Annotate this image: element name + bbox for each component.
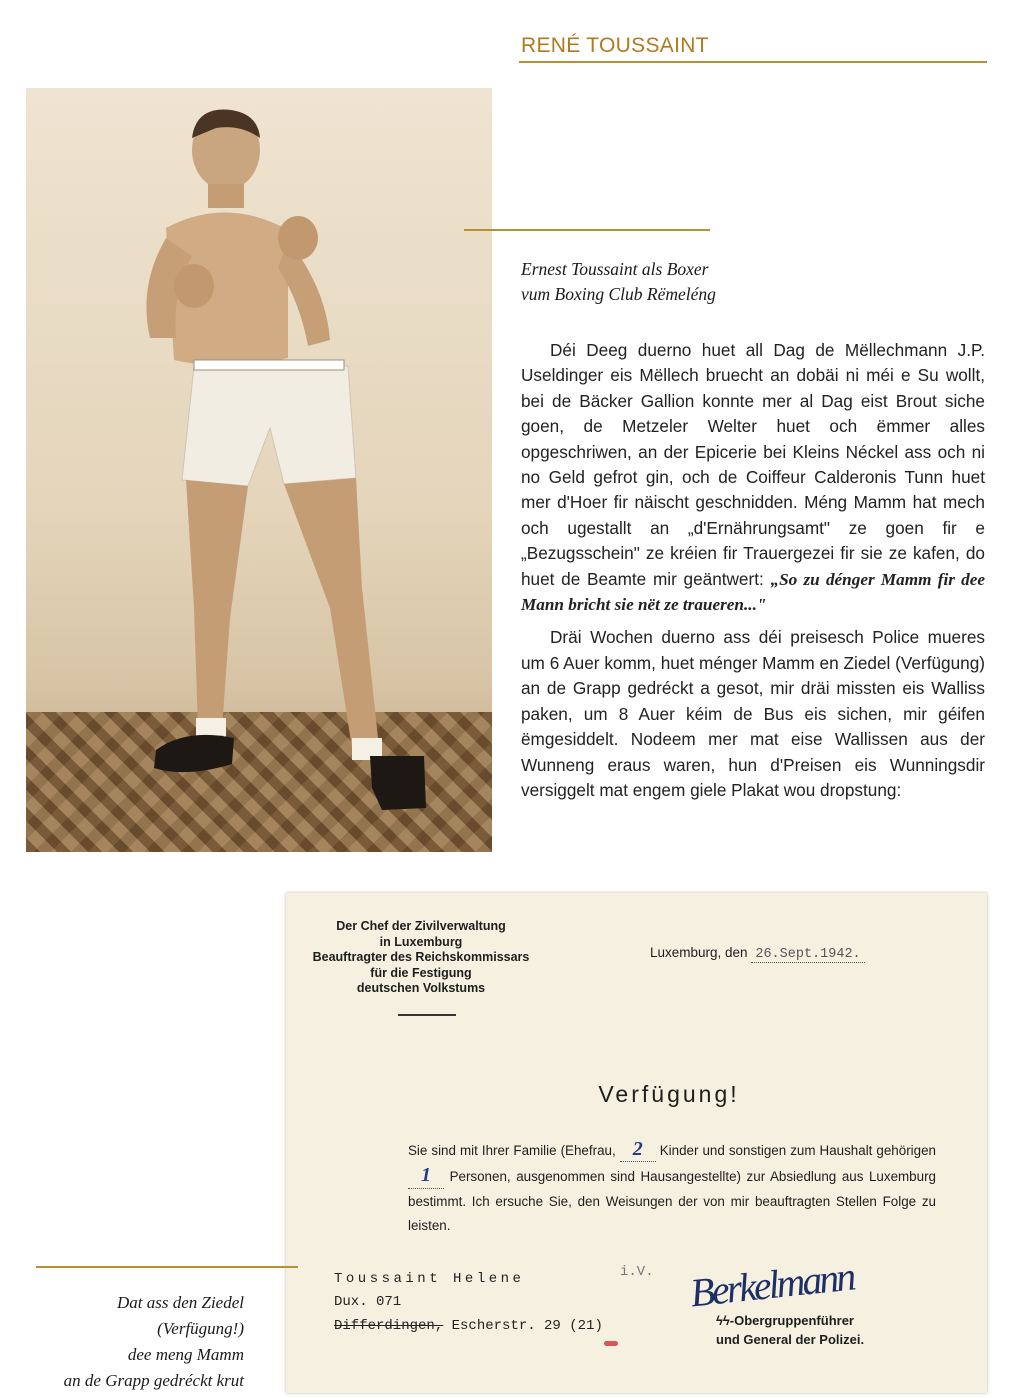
verfuegung-document [286, 893, 987, 1393]
recipient-address [334, 1318, 603, 1334]
recipient-name: Toussaint Helene [334, 1271, 525, 1287]
authority-line: deutschen Volkstums [356, 981, 486, 995]
signatory-rank [716, 1311, 864, 1349]
document-caption-line: (Verfügung!) [157, 1319, 244, 1338]
authority-line: Beauftragter des Reichskommissars [312, 950, 530, 964]
paragraph-1 [521, 338, 985, 617]
photo-caption-line1: Ernest Toussaint als Boxer [521, 259, 709, 279]
authority-rule [398, 1014, 456, 1016]
document-caption-line: dee meng Mamm [127, 1345, 244, 1364]
paragraph-1-quote: „So zu dénger Mamm fir dee Mann bricht sie nët ze traueren..." [521, 569, 985, 615]
header-rule [519, 61, 987, 63]
document-caption-line: Dat ass den Ziedel [116, 1293, 244, 1312]
authority-line: für die Festigung [370, 965, 472, 980]
boxer-photo [26, 88, 492, 852]
rank-line-2: und General der Polizei. [716, 1332, 865, 1347]
recipient-dux: Dux. 071 [334, 1294, 402, 1310]
photo-caption [521, 257, 821, 307]
document-paragraph [408, 1137, 936, 1239]
page-title: RENÉ TOUSSAINT [521, 34, 709, 57]
authority-line: Der Chef der Zivilverwaltung [336, 919, 506, 933]
iv-mark: i.V. [620, 1264, 654, 1280]
document-date [650, 945, 865, 962]
document-caption [4, 1290, 244, 1394]
recipient-city: Differdingen, [334, 1318, 444, 1334]
recipient-street: Escherstr. 29 (21) [443, 1318, 603, 1334]
signature: Berkelmann [688, 1253, 856, 1316]
paragraph-1-text: Déi Deeg duerno huet all Dag de Mëllechmann J.P. Useldinger eis Mëllech bruecht an dobäi ni méi e Su wollt, bei de Bäcker Gallion konnte mer al Dag eist Brout siche goen, de Metzeler Welter huet och ëmmer alles opgeschriwen, an der Epicerie bei Kleins Néckel ass och ni no Geld gefrot gin, och de Coiffeur Calderonis Tunn huet mer d'Hoer fir näischt geschnidden. Méng Mamm hat mech och ugestallt an „d'Ernährungsamt" ze goen fir e „Bezugsschein" ze kréien fir Trauergezei fir sie ze kafen, do huet de Beamte mir geäntwert: [521, 340, 985, 589]
paragraph-part-3: Personen, ausgenommen sind Hausangestellte) zur Absiedlung aus Luxemburg bestimmt. Ich ersuche Sie, den Weisungen der von mir beauftragten Stellen Folge zu leisten. [408, 1169, 936, 1234]
rank-line-1: ϟϟ-Obergruppenführer [716, 1313, 854, 1328]
paragraph-2: Dräi Wochen duerno ass déi preisesch Police mueres um 6 Auer komm, huet ménger Mamm en Ziedel (Verfügung) an de Grapp gedréckt a gesot, mir dräi missten eis Walliss paken, um 8 Auer kéim de Bus eis sichen, mir géifen ëmgesiddelt. Nodeem mer mat eise Wallissen aus der Wunneng eraus waren, hun d'Preisen eis Wunningsdir versiggelt mat engem giele Plakat wou dropstung: [521, 627, 985, 800]
document-title: Verfügung! [598, 1081, 740, 1107]
article-body [521, 338, 985, 811]
caption-rule [464, 229, 710, 231]
boxer-figure [26, 88, 492, 852]
paragraph-part-1: Sie sind mit Ihrer Familie (Ehefrau, [408, 1143, 616, 1158]
kinder-count: 2 [620, 1137, 656, 1162]
document-caption-line: an de Grapp gedréckt krut [63, 1371, 244, 1390]
red-ink-mark [604, 1341, 618, 1346]
bottom-caption-rule [36, 1266, 298, 1268]
paragraph-part-2: Kinder und sonstigen zum Haushalt gehörigen [659, 1143, 936, 1158]
photo-caption-line2: vum Boxing Club Rëmeléng [521, 284, 716, 304]
date-value: 26.Sept.1942. [751, 947, 864, 963]
authority-line: in Luxemburg [379, 934, 463, 949]
date-label: Luxemburg, den [650, 945, 748, 960]
persons-count: 1 [408, 1163, 444, 1188]
document-authority [286, 919, 556, 997]
